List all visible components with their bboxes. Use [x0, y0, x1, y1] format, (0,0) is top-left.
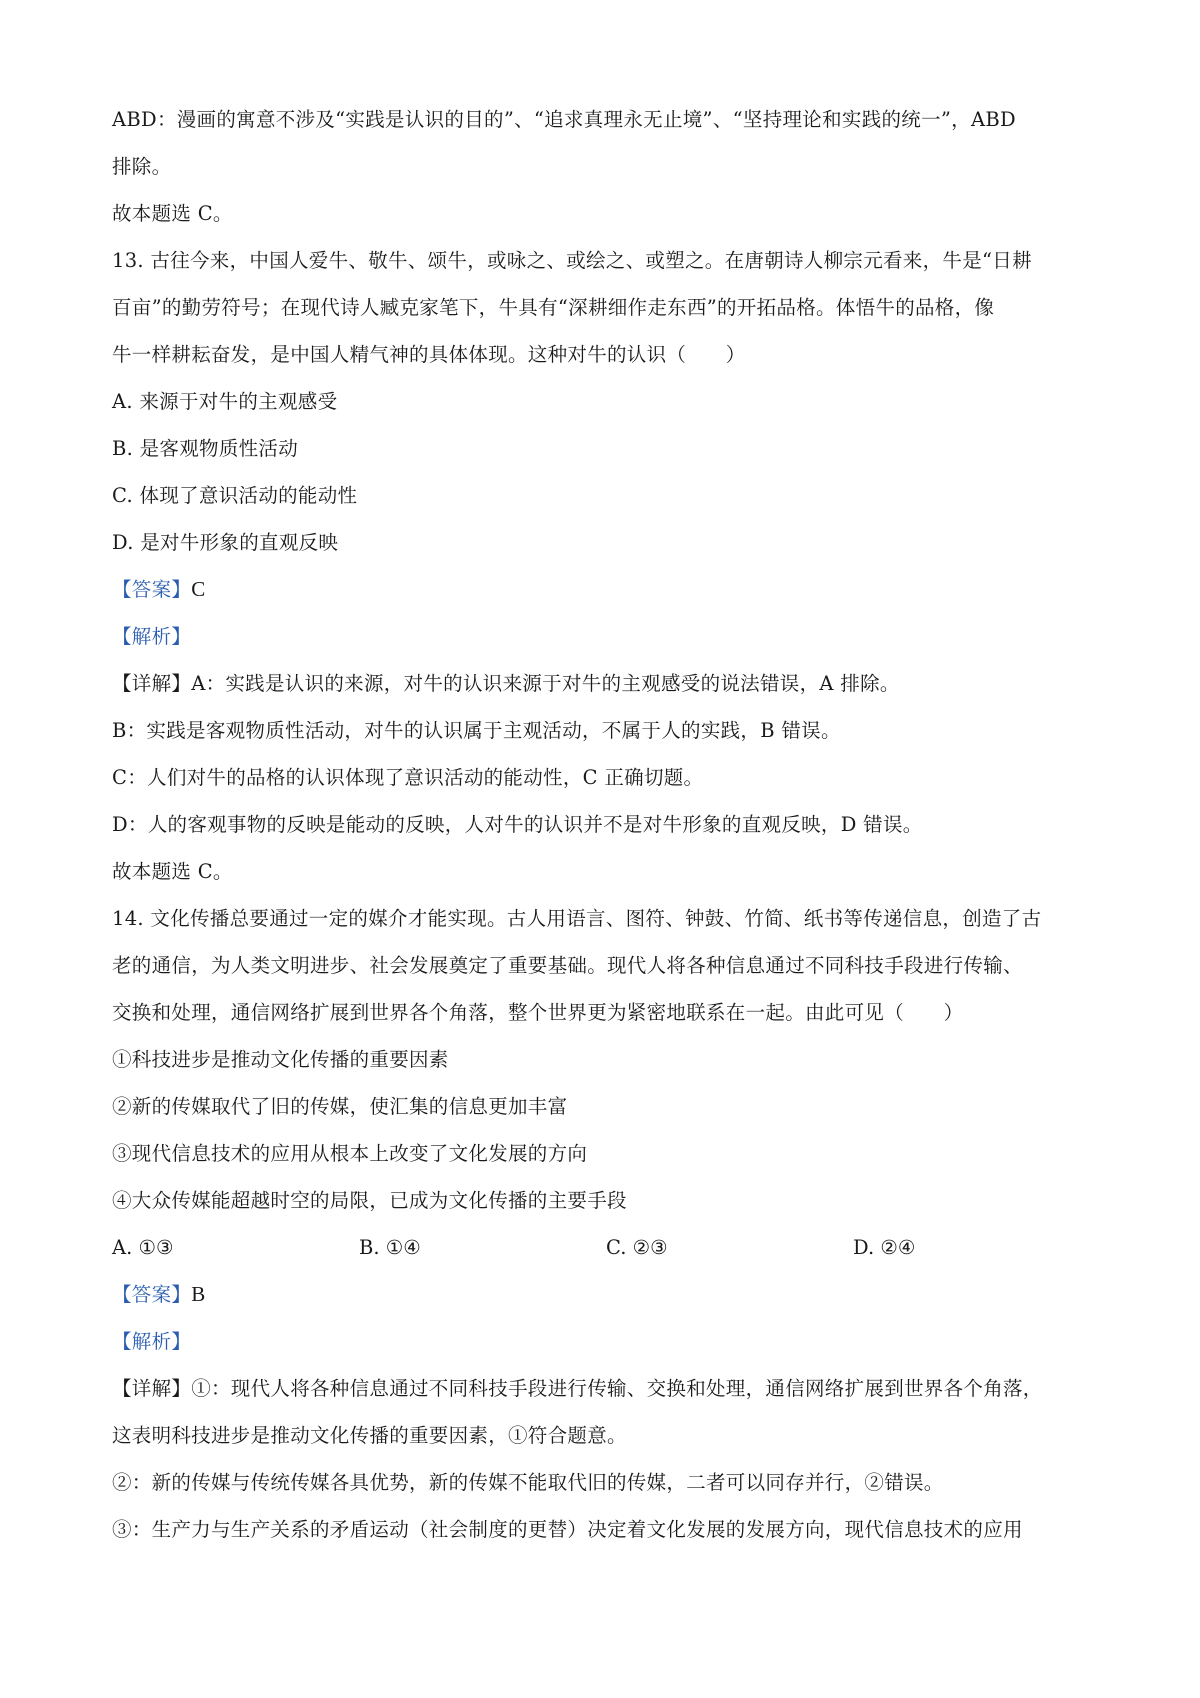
question-14-detail-2: ②：新的传媒与传统传媒各具优势，新的传媒不能取代旧的传媒，二者可以同存并行，②错误。 — [112, 1471, 944, 1494]
question-14-option-a: A. ①③ — [112, 1236, 174, 1259]
document-page — [112, 96, 1102, 1553]
question-14-item-1: ①科技进步是推动文化传播的重要因素 — [112, 1048, 449, 1071]
detail-text: A：实践是认识的来源，对牛的认识来源于对牛的主观感受的说法错误，A 排除。 — [191, 672, 900, 695]
question-14-analysis — [112, 1318, 1102, 1365]
detail-text: ①：现代人将各种信息通过不同科技手段进行传输、交换和处理，通信网络扩展到世界各个角落， — [191, 1377, 1043, 1400]
analysis-tag: 【解析】 — [112, 625, 192, 648]
question-13-option-c: C. 体现了意识活动的能动性 — [112, 484, 358, 507]
question-13-option-a: A. 来源于对牛的主观感受 — [112, 390, 338, 413]
question-14-item-2: ②新的传媒取代了旧的传媒，使汇集的信息更加丰富 — [112, 1095, 568, 1118]
question-13-stem: 13. 古往今来，中国人爱牛、敬牛、颂牛，或咏之、或绘之、或塑之。在唐朝诗人柳宗元看来，牛是“日耕 — [112, 249, 1032, 272]
detail-tag: 【详解】 — [112, 1377, 192, 1400]
answer-value: B — [191, 1282, 206, 1306]
question-13-detail-c: C：人们对牛的品格的认识体现了意识活动的能动性，C 正确切题。 — [112, 766, 704, 789]
question-13-stem: 牛一样耕耘奋发，是中国人精气神的具体体现。这种对牛的认识（ ） — [112, 343, 746, 366]
conclusion-line: 故本题选 C。 — [112, 202, 233, 225]
question-13-detail-d: D：人的客观事物的反映是能动的反映，人对牛的认识并不是对牛形象的直观反映，D 错误。 — [112, 813, 923, 836]
question-14-item-4: ④大众传媒能超越时空的局限，已成为文化传播的主要手段 — [112, 1189, 627, 1212]
text-line: 排除。 — [112, 155, 172, 178]
answer-tag: 【答案】 — [112, 578, 192, 601]
analysis-tag: 【解析】 — [112, 1330, 192, 1353]
question-13-conclusion: 故本题选 C。 — [112, 860, 233, 883]
question-13-answer — [112, 566, 1102, 613]
question-14-stem: 老的通信，为人类文明进步、社会发展奠定了重要基础。现代人将各种信息通过不同科技手段进行传输、 — [112, 954, 1023, 977]
question-14-option-c: C. ②③ — [606, 1236, 668, 1259]
question-14-detail-1-cont: 这表明科技进步是推动文化传播的重要因素，①符合题意。 — [112, 1424, 627, 1447]
text-line: ABD：漫画的寓意不涉及“实践是认识的目的”、“追求真理永无止境”、“坚持理论和实践的统一”，ABD — [112, 108, 1016, 131]
question-14-stem: 交换和处理，通信网络扩展到世界各个角落，整个世界更为紧密地联系在一起。由此可见（ ） — [112, 1001, 964, 1024]
detail-tag: 【详解】 — [112, 672, 192, 695]
answer-value: C — [191, 577, 206, 601]
question-13-detail-a — [112, 660, 1102, 707]
question-14-item-3: ③现代信息技术的应用从根本上改变了文化发展的方向 — [112, 1142, 588, 1165]
question-13-stem: 百亩”的勤劳符号；在现代诗人臧克家笔下，牛具有“深耕细作走东西”的开拓品格。体悟牛的品格，像 — [112, 296, 995, 319]
question-14-option-b: B. ①④ — [359, 1236, 421, 1259]
answer-tag: 【答案】 — [112, 1283, 192, 1306]
question-13-option-d: D. 是对牛形象的直观反映 — [112, 531, 339, 554]
question-14-answer — [112, 1271, 1102, 1318]
question-14-options — [112, 1224, 1102, 1271]
question-14-stem: 14. 文化传播总要通过一定的媒介才能实现。古人用语言、图符、钟鼓、竹简、纸书等传递信息，创造了古 — [112, 907, 1042, 930]
question-14-detail-1 — [112, 1365, 1102, 1412]
question-13-option-b: B. 是客观物质性活动 — [112, 437, 299, 460]
question-14-detail-3: ③：生产力与生产关系的矛盾运动（社会制度的更替）决定着文化发展的发展方向，现代信息技术的应用 — [112, 1518, 1023, 1541]
question-14-option-d: D. ②④ — [853, 1236, 916, 1259]
question-13-detail-b: B：实践是客观物质性活动，对牛的认识属于主观活动，不属于人的实践，B 错误。 — [112, 719, 841, 742]
question-13-analysis — [112, 613, 1102, 660]
